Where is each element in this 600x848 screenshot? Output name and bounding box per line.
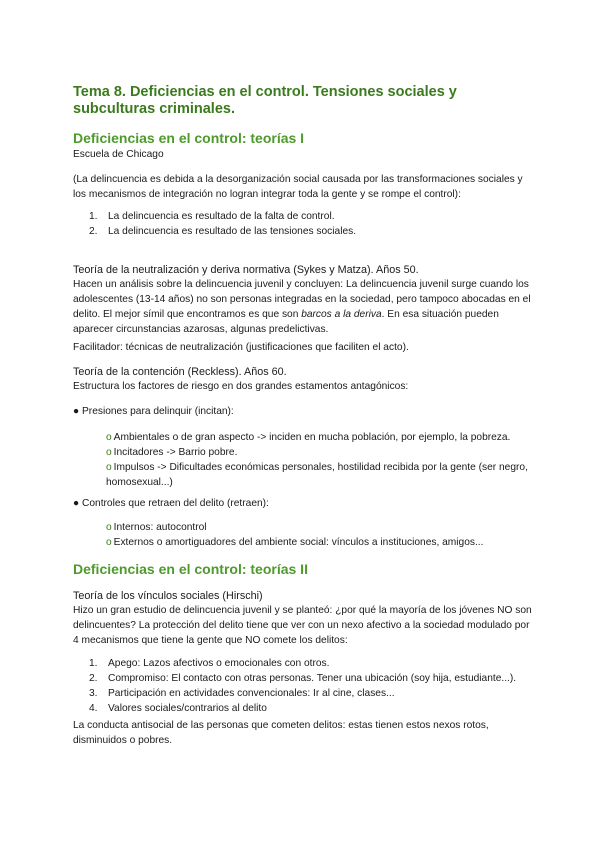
pressures-sublist (106, 430, 531, 490)
section-heading-teorias-1: Deficiencias en el control: teorías I (73, 130, 305, 146)
bullet-icon: ● (73, 406, 80, 417)
list-item: o Internos: autocontrol (106, 522, 207, 533)
list-item: 4. Valores sociales/contrarios al delito (89, 703, 267, 714)
bonds-mechanisms-list (73, 656, 533, 716)
neutralization-title: Teoría de la neutralización y deriva normativa (Sykes y Matza). Años 50. (73, 264, 419, 276)
list-item: o Ambientales o de gran aspecto -> inciden en mucha población, por ejemplo, la pobreza. (106, 432, 511, 443)
list-item: 2. La delincuencia es resultado de las tensiones sociales. (89, 226, 357, 237)
bonds-intro: Hizo un gran estudio de delincuencia juvenil y se planteó: ¿por qué la mayoría de los jóvenes NO son delincuentes? La protección del delito tiene que ver con un nexo afectivo a la sociedad modulado por 4 mecanismos que tiene la gente que NO comete los delitos: (73, 605, 532, 646)
bonds-conclusion: La conducta antisocial de las personas que cometen delitos: estas tienen estos nexos rotos, disminuidos o pobres. (73, 720, 489, 746)
facilitator-note: Facilitador: técnicas de neutralización (justificaciones que faciliten el acto). (73, 342, 409, 353)
list-item: o Externos o amortiguadores del ambiente social: vínculos a instituciones, amigos... (106, 537, 484, 548)
bonds-title: Teoría de los vínculos sociales (Hirschi) (73, 590, 263, 602)
school-name: Escuela de Chicago (73, 149, 164, 160)
containment-intro: Estructura los factores de riesgo en dos grandes estamentos antagónicos: (73, 381, 409, 392)
controls-bullet: ● Controles que retraen del delito (retraen): (73, 498, 269, 509)
list-item: o Incitadores -> Barrio pobre. (106, 447, 238, 458)
list-item: o Impulsos -> Dificultades económicas personales, hostilidad recibida por la gente (ser negro, homosexual...) (106, 462, 528, 488)
list-item: 3. Participación en actividades convencionales: Ir al cine, clases... (89, 688, 395, 699)
document-title: Tema 8. Deficiencias en el control. Tensiones sociales y subculturas criminales. (73, 84, 457, 117)
neutralization-paragraph: Hacen un análisis sobre la delincuencia juvenil y concluyen: La delincuencia juvenil surge cuando los adolescentes (13-14 años) no son personas integradas en la sociedad, pero tampoco abocadas en el delito. El mejor símil que encontramos es que son barcos a la deriva. En esa situación pueden aparecer circunstancias azarosas, algunas predelictivas. (73, 279, 531, 335)
italic-phrase: barcos a la deriva (301, 309, 382, 320)
bullet-icon: ● (73, 498, 80, 509)
list-item: 1. Apego: Lazos afectivos o emocionales con otros. (89, 658, 330, 669)
section-heading-teorias-2: Deficiencias en el control: teorías II (73, 561, 308, 577)
pressures-bullet: ● Presiones para delinquir (incitan): (73, 406, 234, 417)
control-tension-list (73, 209, 533, 239)
list-item: 2. Compromiso: El contacto con otras personas. Tener una ubicación (soy hija, estudiante...). (89, 673, 517, 684)
containment-title: Teoría de la contención (Reckless). Años 60. (73, 366, 287, 378)
controls-sublist (106, 520, 531, 550)
list-item: 1. La delincuencia es resultado de la falta de control. (89, 211, 335, 222)
chicago-intro: (La delincuencia es debida a la desorganización social causada por las transformaciones sociales y los mecanismos de integración no logran integrar toda la gente y se rompe el control): (73, 174, 523, 200)
